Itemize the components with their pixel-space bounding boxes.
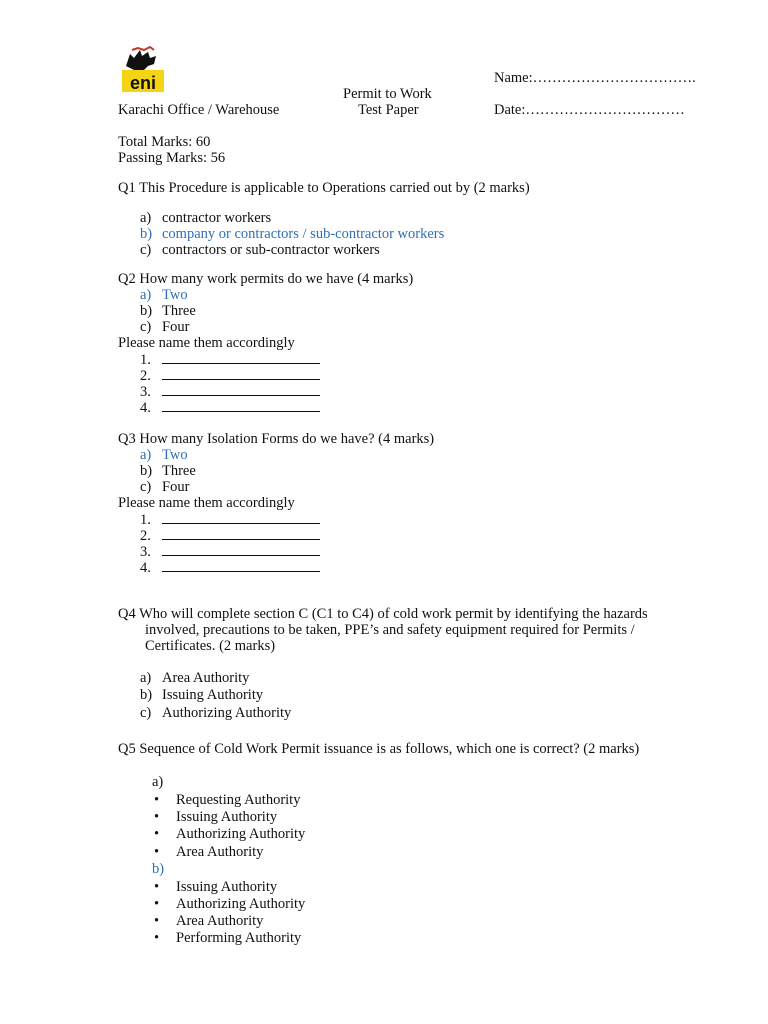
svg-text:eni: eni xyxy=(129,73,157,93)
q3-blank-3[interactable]: 3. xyxy=(140,543,320,560)
q3-option-b[interactable]: b) Three xyxy=(140,463,196,479)
title-line-2: Test Paper xyxy=(358,102,419,118)
q5-a-item: • Issuing Authority xyxy=(154,809,278,825)
q3-blank-1[interactable]: 1. xyxy=(140,511,320,528)
name-field[interactable]: Name:……………………………. xyxy=(494,70,696,86)
q2-name-prompt: Please name them accordingly xyxy=(118,335,295,351)
q1-option-a[interactable]: a) contractor workers xyxy=(140,210,272,226)
q4-option-a[interactable]: a) Area Authority xyxy=(140,670,250,686)
passing-marks: Passing Marks: 56 xyxy=(118,150,226,166)
q2-option-b[interactable]: b) Three xyxy=(140,303,196,319)
q3-question: Q3 How many Isolation Forms do we have? (4 marks) xyxy=(118,431,435,447)
q5-option-b[interactable]: b) xyxy=(152,861,165,877)
q1-option-b[interactable]: b) company or contractors / sub-contractor workers xyxy=(140,226,445,242)
total-marks: Total Marks: 60 xyxy=(118,134,211,150)
q5-b-item: • Area Authority xyxy=(154,913,264,929)
office-label: Karachi Office / Warehouse xyxy=(118,102,280,118)
q3-option-c[interactable]: c) Four xyxy=(140,479,190,495)
q5-a-item: • Requesting Authority xyxy=(154,792,301,808)
q2-blank-2[interactable]: 2. xyxy=(140,367,320,384)
q3-blank-4[interactable]: 4. xyxy=(140,559,320,576)
q1-option-c[interactable]: c) contractors or sub-contractor workers xyxy=(140,242,380,258)
q3-blank-2[interactable]: 2. xyxy=(140,527,320,544)
q4-option-b[interactable]: b) Issuing Authority xyxy=(140,687,264,703)
q2-question: Q2 How many work permits do we have (4 marks) xyxy=(118,271,414,287)
q3-option-a[interactable]: a) Two xyxy=(140,447,188,463)
q5-question: Q5 Sequence of Cold Work Permit issuance is as follows, which one is correct? (2 marks) xyxy=(118,741,640,757)
q5-b-item: • Performing Authority xyxy=(154,930,302,946)
q2-blank-3[interactable]: 3. xyxy=(140,383,320,400)
q2-blank-4[interactable]: 4. xyxy=(140,399,320,416)
title-line-1: Permit to Work xyxy=(343,86,432,102)
eni-logo xyxy=(120,44,166,94)
q5-b-item: • Authorizing Authority xyxy=(154,896,306,912)
q1-question: Q1 This Procedure is applicable to Operations carried out by (2 marks) xyxy=(118,180,530,196)
q5-a-item: • Area Authority xyxy=(154,844,264,860)
date-field[interactable]: Date:…………………………… xyxy=(494,102,685,118)
q3-name-prompt: Please name them accordingly xyxy=(118,495,295,511)
q2-option-a[interactable]: a) Two xyxy=(140,287,188,303)
q2-option-c[interactable]: c) Four xyxy=(140,319,190,335)
q5-a-item: • Authorizing Authority xyxy=(154,826,306,842)
q4-option-c[interactable]: c) Authorizing Authority xyxy=(140,705,292,721)
q5-option-a[interactable]: a) xyxy=(152,774,164,790)
q4-question: Q4 Who will complete section C (C1 to C4) of cold work permit by identifying the hazards involved, precautions to be taken, PPE’s and safety equipment required for Permits / Certificates. (2 marks) xyxy=(118,606,648,654)
q2-blank-1[interactable]: 1. xyxy=(140,351,320,368)
q5-b-item: • Issuing Authority xyxy=(154,879,278,895)
